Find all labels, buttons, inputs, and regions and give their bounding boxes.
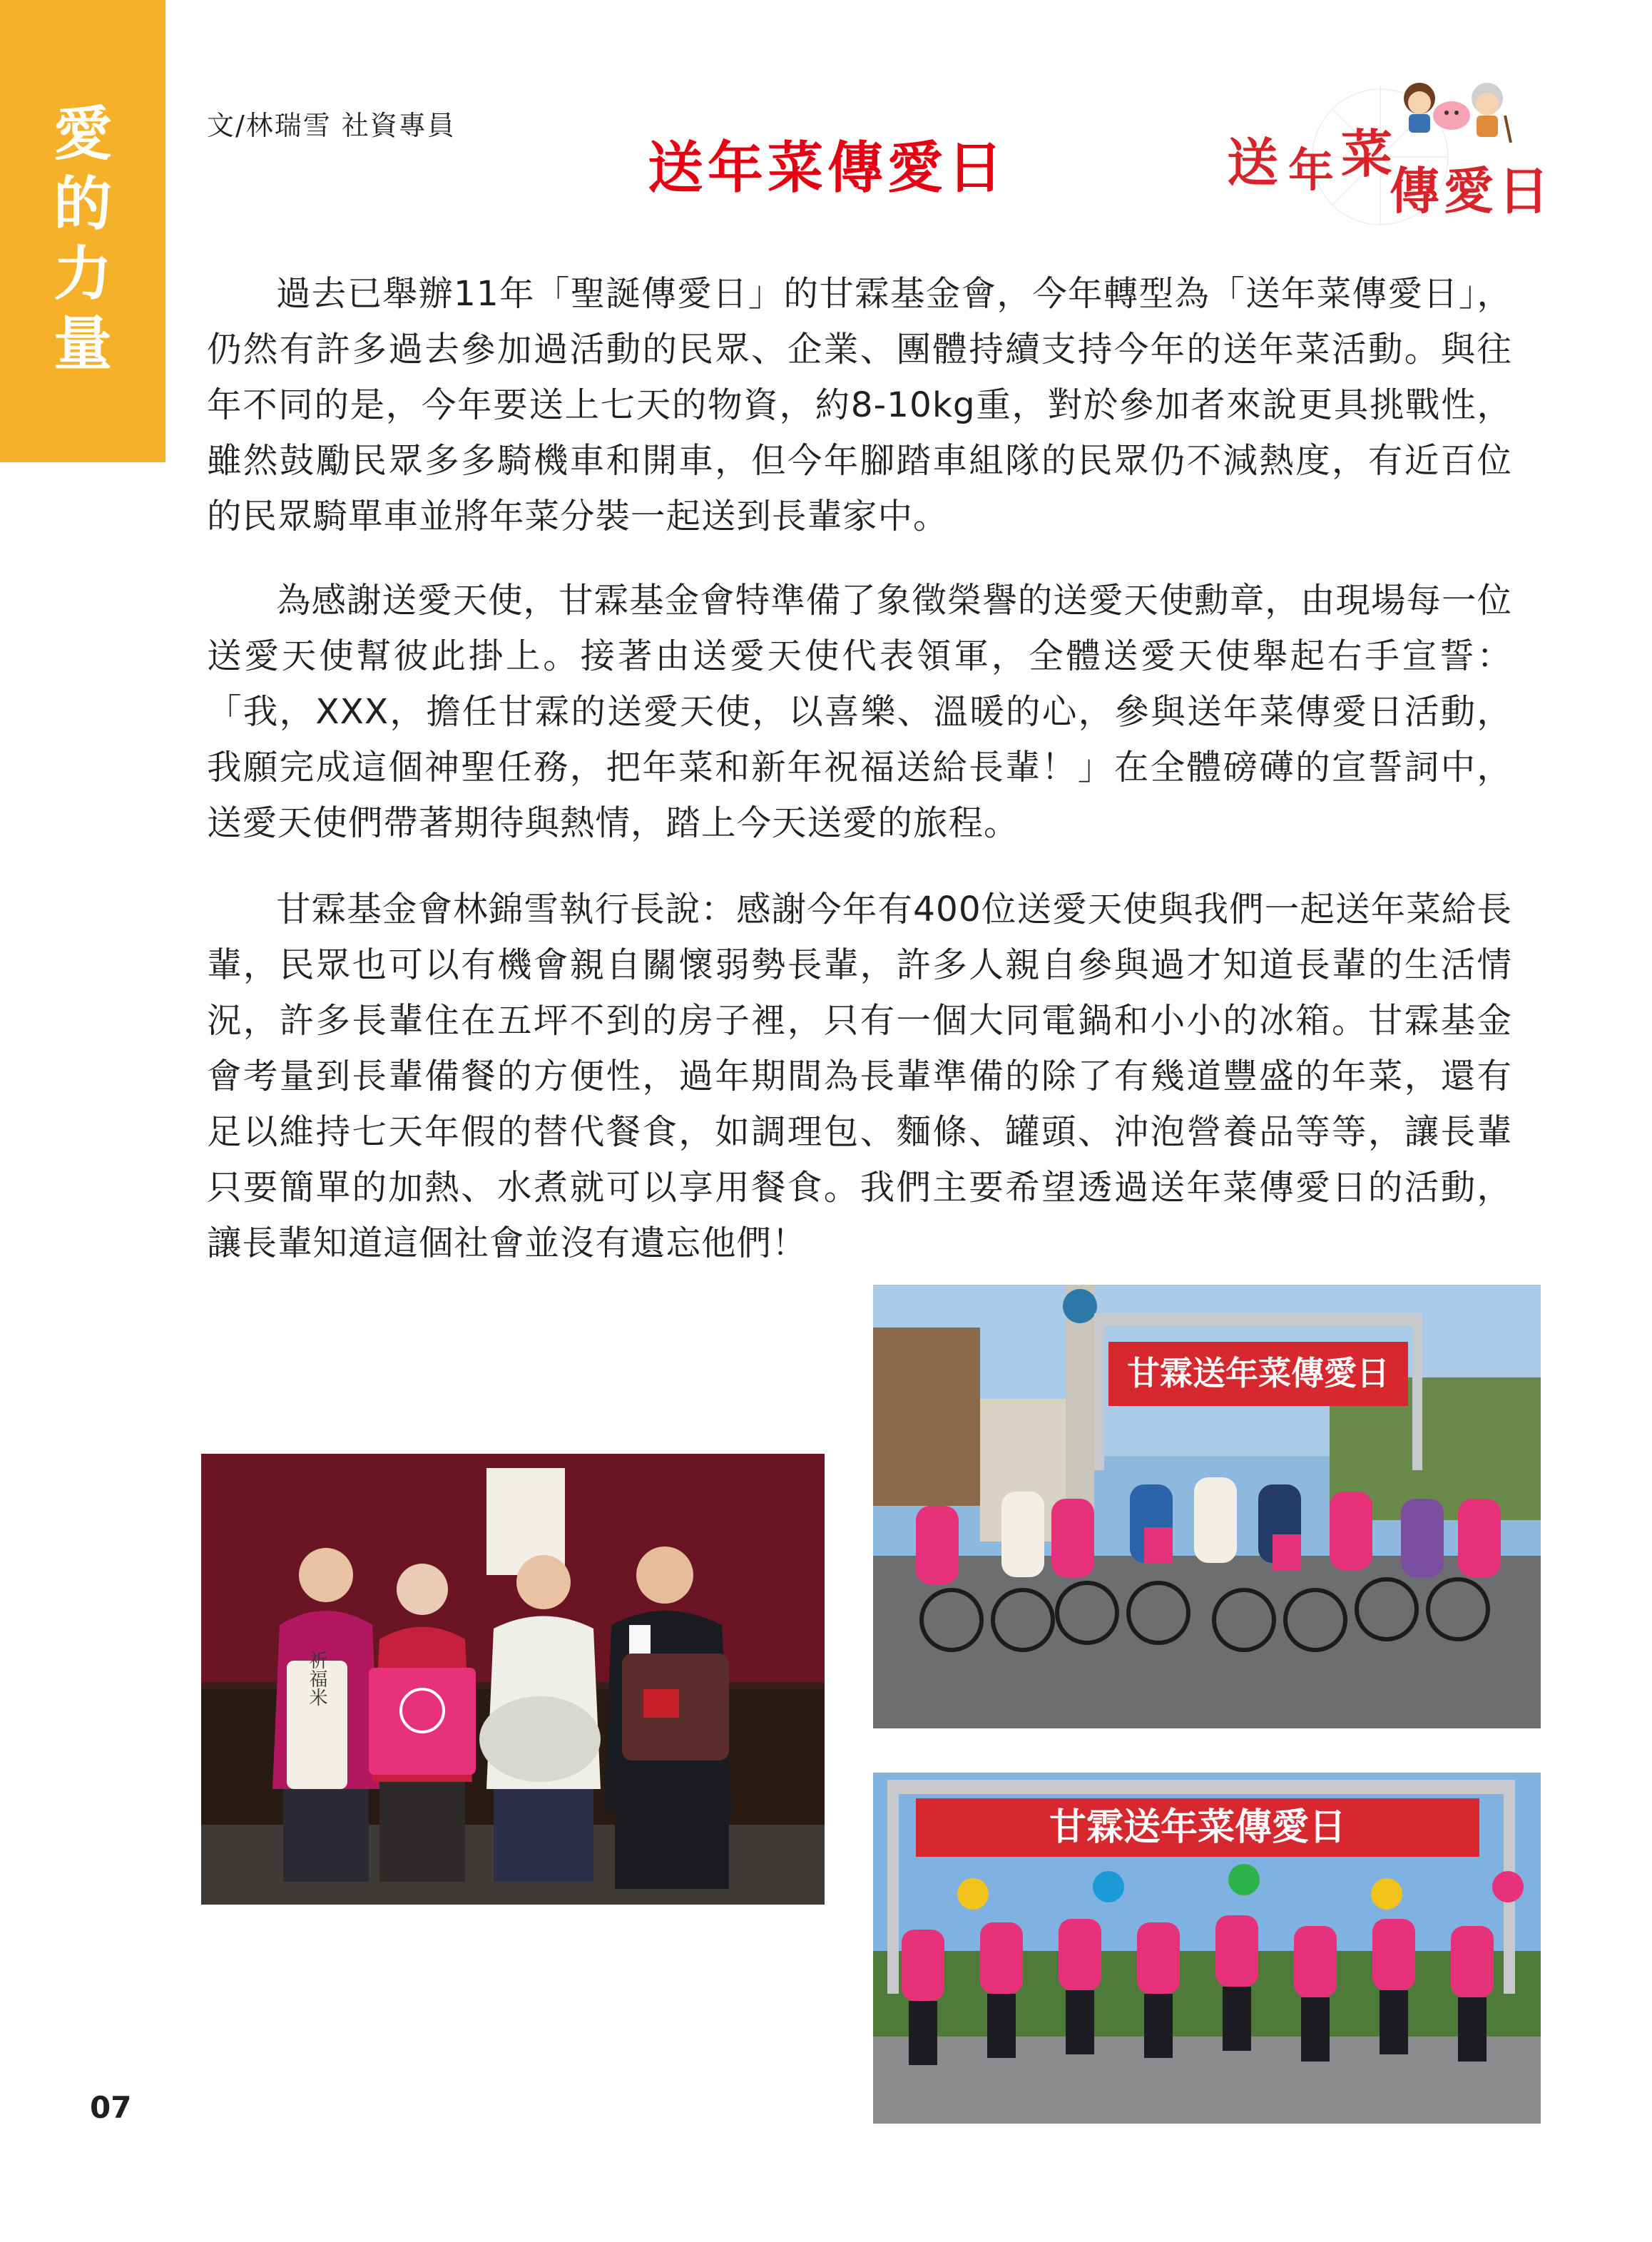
photo-cyclists-art: [873, 1285, 1541, 1728]
logo-char: 年: [1288, 144, 1334, 198]
logo-char: 愛: [1444, 161, 1494, 220]
event-logo: [1227, 71, 1562, 228]
page-title: 送年菜傳愛日: [647, 136, 1007, 200]
logo-char: 傳: [1390, 161, 1439, 220]
rice-bag-label: 祈福米: [306, 1651, 327, 1706]
section-tab-char: 量: [53, 310, 112, 378]
paragraph-text: 甘霖基金會林錦雪執行長說：感謝今年有400位送愛天使與我們一起送年菜給長輩，民眾也可以有機會親自關懷弱勢長輩，許多人親自參與過才知道長輩的生活情況，許多長輩住在五坪不到的房子裡，只有一個大同電鍋和小小的冰箱。甘霖基金會考量到長輩備餐的方便性，過年期間為長輩準備的除了有幾道豐盛的年菜，還有足以維持七天年假的替代餐食，如調理包、麵條、罐頭、沖泡營養品等等，讓長輩只要簡單的加熱、水煮就可以享用餐食。我們主要希望透過送年菜傳愛日的活動，讓長輩知道這個社會並沒有遺忘他們！: [207, 890, 1512, 1263]
byline: 文/林瑞雪 社資專員: [207, 110, 456, 141]
section-tab-char: 力: [53, 240, 112, 308]
logo-char: 菜: [1341, 123, 1393, 184]
photo-jumping-volunteers: [873, 1773, 1541, 2124]
paragraph-text: 過去已舉辦11年「聖誕傳愛日」的甘霖基金會，今年轉型為「送年菜傳愛日」，仍然有許多過去參加過活動的民眾、企業、團體持續支持今年的送年菜活動。與往年不同的是，今年要送上七天的物資，約8-10kg重，對於參加者來說更具挑戰性，雖然鼓勵民眾多多騎機車和開車，但今年腳踏車組隊的民眾仍不減熱度，有近百位的民眾騎單車並將年菜分裝一起送到長輩家中。: [207, 274, 1512, 536]
section-tab-char: 愛: [53, 101, 112, 168]
cyclists-banner-text: 甘霖送年菜傳愛日: [1127, 1354, 1390, 1392]
paragraph-2: [207, 573, 1512, 851]
paragraph-1: [207, 266, 1512, 544]
section-tab-char: 的: [53, 170, 112, 238]
photo-cyclists-banner: [873, 1285, 1541, 1728]
section-tab-title: [0, 100, 165, 379]
photo-jumpers-art: [873, 1773, 1541, 2124]
paragraph-3: [207, 882, 1512, 1271]
logo-char: 日: [1498, 160, 1550, 221]
paragraph-text: 為感謝送愛天使，甘霖基金會特準備了象徵榮譽的送愛天使勳章，由現場每一位送愛天使幫彼此掛上。接著由送愛天使代表領軍，全體送愛天使舉起右手宣誓：「我，XXX，擔任甘霖的送愛天使，以喜樂、溫暖的心，參與送年菜傳愛日活動，我願完成這個神聖任務，把年菜和新年祝福送給長輩！」在全體磅礡的宣誓詞中，送愛天使們帶著期待與熱情，踏上今天送愛的旅程。: [207, 581, 1512, 843]
photo-family-art: [201, 1454, 825, 1905]
jumpers-banner-text: 甘霖送年菜傳愛日: [1049, 1805, 1347, 1849]
photo-family-with-gifts: [201, 1454, 825, 1905]
page-number: 07: [90, 2090, 132, 2125]
logo-char: 送: [1227, 132, 1279, 193]
